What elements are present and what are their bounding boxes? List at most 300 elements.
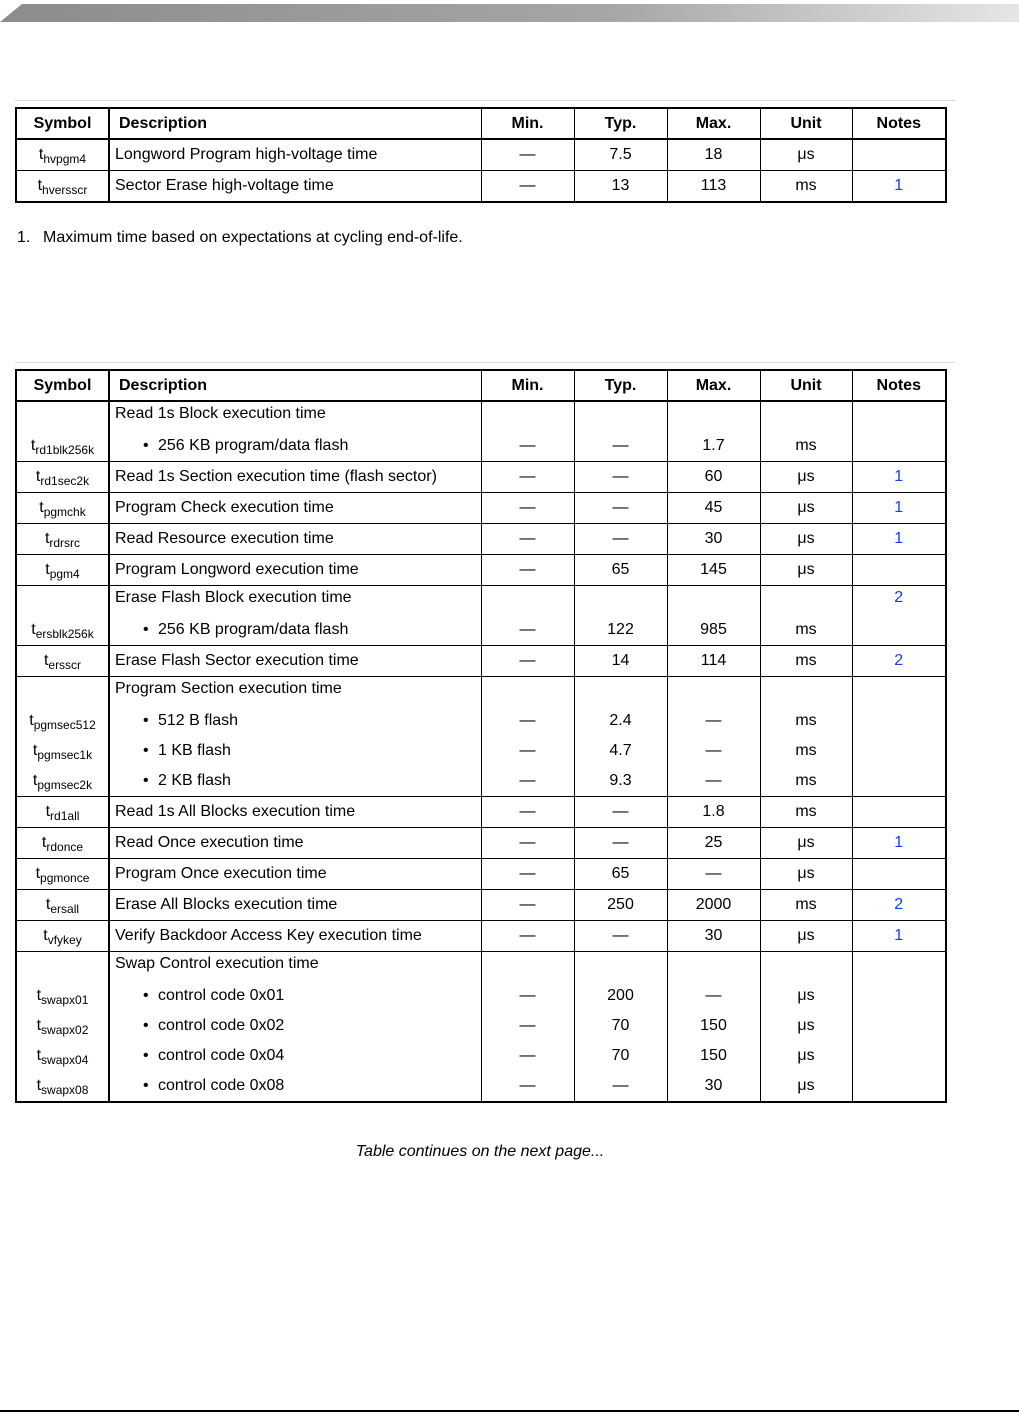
blank-line	[482, 586, 574, 615]
bullet-item	[115, 1041, 481, 1071]
max-cell: 145	[667, 555, 760, 586]
symbol-subscript: pgmsec2k	[37, 778, 93, 792]
description-cell	[109, 586, 481, 646]
table-header-row	[16, 108, 946, 139]
unit-cell: ms	[760, 797, 852, 828]
bullet-item-text: 256 KB program/data flash	[158, 621, 349, 638]
symbol-subscript: swapx04	[41, 1053, 89, 1067]
description-text: Read 1s Section execution time (flash sector)	[115, 468, 437, 485]
column-header-notes: Notes	[852, 108, 946, 139]
blank-line	[853, 431, 946, 461]
group-item-typ: —	[612, 437, 629, 454]
unit-cell	[760, 952, 852, 1103]
typ-cell	[574, 586, 667, 646]
unit-cell: μs	[760, 524, 852, 555]
group-item-typ: —	[612, 1077, 629, 1094]
min-cell: —	[481, 646, 574, 677]
max-cell	[667, 401, 760, 462]
symbol-cell	[16, 171, 109, 203]
bullet-item-text: 512 B flash	[158, 712, 239, 729]
notes-cell	[852, 859, 946, 890]
description-text: Erase All Blocks execution time	[115, 896, 338, 913]
blank-line	[853, 766, 946, 796]
group-title: Read 1s Block execution time	[115, 405, 326, 422]
unit-cell: μs	[760, 462, 852, 493]
group-item-unit: ms	[795, 742, 817, 759]
table-row	[16, 952, 946, 1103]
page-bottom-rule	[0, 1410, 1019, 1412]
group-item-min: —	[519, 1077, 536, 1094]
group-item-min: —	[519, 772, 536, 789]
table-header-row	[16, 370, 946, 401]
symbol-subscript: swapx01	[41, 993, 89, 1007]
notes-cell[interactable]: 1	[852, 493, 946, 524]
blank-line	[853, 1011, 946, 1041]
column-header-unit: Unit	[760, 108, 852, 139]
symbol-cell	[16, 586, 109, 646]
table-row	[16, 677, 946, 797]
min-cell	[481, 401, 574, 462]
group-item-unit: μs	[797, 1077, 815, 1094]
blank-line	[482, 402, 574, 431]
typ-cell	[574, 401, 667, 462]
unit-cell	[760, 401, 852, 462]
symbol-subscript: swapx02	[41, 1023, 89, 1037]
group-item-symbol	[17, 615, 108, 645]
group-item-symbol	[17, 1011, 108, 1041]
max-cell: 30	[667, 921, 760, 952]
blank-line	[853, 615, 946, 645]
unit-cell: μs	[760, 493, 852, 524]
notes-cell	[852, 401, 946, 462]
typ-cell: —	[574, 462, 667, 493]
unit-cell: μs	[760, 555, 852, 586]
symbol-subscript: ersscr	[48, 658, 82, 672]
min-cell: —	[481, 921, 574, 952]
blank-line	[575, 586, 667, 615]
group-item-symbol	[17, 431, 108, 461]
unit-cell	[760, 677, 852, 797]
description-cell	[109, 524, 481, 555]
symbol-cell	[16, 493, 109, 524]
symbol-subscript: swapx08	[41, 1083, 89, 1097]
description-cell	[109, 493, 481, 524]
description-cell	[109, 921, 481, 952]
column-header-symbol: Symbol	[16, 108, 109, 139]
footnote-number: 1.	[17, 229, 31, 246]
min-cell	[481, 586, 574, 646]
min-cell: —	[481, 828, 574, 859]
symbol-subscript: vfykey	[47, 933, 82, 947]
table-row	[16, 524, 946, 555]
blank-line	[668, 952, 760, 981]
bullet-item	[115, 1011, 481, 1041]
notes-cell[interactable]: 1	[852, 828, 946, 859]
table-continues-note: Table continues on the next page...	[355, 1143, 605, 1160]
max-cell	[667, 677, 760, 797]
group-item-symbol	[17, 766, 108, 796]
description-text: Program Longword execution time	[115, 561, 359, 578]
symbol-subscript: hvpgm4	[43, 152, 87, 166]
min-cell: —	[481, 139, 574, 171]
blank-line	[853, 706, 946, 736]
column-header-description: Description	[109, 108, 481, 139]
column-header-description: Description	[109, 370, 481, 401]
symbol-cell	[16, 921, 109, 952]
table-row	[16, 828, 946, 859]
symbol-cell	[16, 677, 109, 797]
symbol-letter: t	[32, 742, 38, 759]
group-item-min: —	[519, 437, 536, 454]
symbol-letter: t	[39, 499, 44, 516]
blank-line	[482, 952, 574, 981]
symbol-letter: t	[41, 834, 47, 851]
unit-cell: μs	[760, 859, 852, 890]
group-item-min: —	[519, 1047, 536, 1064]
column-header-max: Max.	[667, 370, 760, 401]
group-title: Erase Flash Block execution time	[115, 589, 352, 606]
max-cell: 1.8	[667, 797, 760, 828]
symbol-letter: t	[45, 803, 51, 820]
group-title: Program Section execution time	[115, 680, 342, 697]
table-row	[16, 139, 946, 171]
group-item-max: 1.7	[702, 437, 725, 454]
symbol-letter: t	[36, 987, 42, 1004]
typ-cell: 250	[574, 890, 667, 921]
symbol-subscript: rdonce	[46, 840, 84, 854]
unit-cell: μs	[760, 828, 852, 859]
symbol-letter: t	[35, 865, 41, 882]
symbol-subscript: ersblk256k	[35, 627, 94, 641]
min-cell: —	[481, 171, 574, 203]
symbol-cell	[16, 555, 109, 586]
group-item-typ: 4.7	[609, 742, 632, 759]
group-item-symbol	[17, 1071, 108, 1101]
typ-cell: —	[574, 524, 667, 555]
column-header-min: Min.	[481, 108, 574, 139]
symbol-subscript: hversscr	[42, 183, 88, 197]
notes-cell	[852, 677, 946, 797]
bullet-item-text: control code 0x02	[158, 1017, 285, 1034]
timing-table-2	[15, 369, 947, 1103]
symbol-letter: t	[45, 561, 50, 578]
max-cell: 45	[667, 493, 760, 524]
blank-line	[853, 1041, 946, 1071]
group-item-max: 30	[704, 1077, 723, 1094]
table-row	[16, 797, 946, 828]
max-cell: 30	[667, 524, 760, 555]
min-cell: —	[481, 859, 574, 890]
blank-line	[668, 677, 760, 706]
symbol-cell	[16, 646, 109, 677]
symbol-letter: t	[30, 437, 36, 454]
group-item-symbol	[17, 736, 108, 766]
blank-line	[17, 586, 108, 615]
timing-table-1	[15, 107, 947, 203]
description-cell	[109, 797, 481, 828]
group-note	[853, 677, 946, 706]
max-cell: 18	[667, 139, 760, 171]
blank-line	[17, 952, 108, 981]
symbol-cell	[16, 462, 109, 493]
symbol-subscript: pgmsec1k	[37, 748, 93, 762]
description-cell	[109, 828, 481, 859]
symbol-subscript: ersall	[50, 902, 80, 916]
symbol-cell	[16, 139, 109, 171]
typ-cell	[574, 677, 667, 797]
blank-line	[853, 981, 946, 1011]
blank-line	[761, 586, 852, 615]
unit-cell: ms	[760, 646, 852, 677]
group-item-unit: μs	[797, 987, 815, 1004]
group-item-typ: 70	[611, 1017, 630, 1034]
blank-line	[761, 402, 852, 431]
group-title: Swap Control execution time	[115, 955, 319, 972]
column-header-typ: Typ.	[574, 108, 667, 139]
symbol-letter: t	[29, 712, 34, 729]
group-item-unit: ms	[795, 621, 817, 638]
symbol-letter: t	[43, 652, 49, 669]
bullet-item-text: 2 KB flash	[158, 772, 231, 789]
group-item-max: 985	[700, 621, 727, 638]
table-row	[16, 646, 946, 677]
page-header-band	[0, 0, 1019, 22]
table-row	[16, 171, 946, 203]
group-item-min: —	[519, 712, 536, 729]
symbol-subscript: rd1blk256k	[35, 443, 95, 457]
symbol-subscript: pgmchk	[43, 505, 86, 519]
group-item-unit: μs	[797, 1017, 815, 1034]
description-cell	[109, 677, 481, 797]
description-cell	[109, 401, 481, 462]
blank-line	[17, 677, 108, 706]
typ-cell: —	[574, 797, 667, 828]
group-item-typ: 2.4	[609, 712, 632, 729]
bullet-item	[115, 766, 481, 796]
typ-cell: 7.5	[574, 139, 667, 171]
description-text: Erase Flash Sector execution time	[115, 652, 359, 669]
group-item-typ: 70	[611, 1047, 630, 1064]
min-cell	[481, 677, 574, 797]
description-text: Sector Erase high-voltage time	[115, 177, 334, 194]
table-row	[16, 921, 946, 952]
bullet-item-text: control code 0x04	[158, 1047, 285, 1064]
description-text: Program Once execution time	[115, 865, 327, 882]
symbol-cell	[16, 828, 109, 859]
symbol-subscript: rdrsrc	[49, 536, 81, 550]
table-row	[16, 859, 946, 890]
notes-cell	[852, 586, 946, 646]
description-cell	[109, 890, 481, 921]
unit-cell: μs	[760, 139, 852, 171]
column-header-max: Max.	[667, 108, 760, 139]
blank-line	[761, 952, 852, 981]
description-text: Verify Backdoor Access Key execution time	[115, 927, 422, 944]
notes-cell[interactable]: 2	[852, 890, 946, 921]
column-header-notes: Notes	[852, 370, 946, 401]
blank-line	[761, 677, 852, 706]
group-item-typ: 9.3	[609, 772, 632, 789]
blank-line	[668, 586, 760, 615]
description-text: Read Resource execution time	[115, 530, 334, 547]
table-row	[16, 493, 946, 524]
section-rule-top	[15, 100, 955, 101]
column-header-typ: Typ.	[574, 370, 667, 401]
bullet-item-text: 1 KB flash	[158, 742, 231, 759]
min-cell: —	[481, 797, 574, 828]
group-item-min: —	[519, 742, 536, 759]
max-cell: —	[667, 859, 760, 890]
group-item-symbol	[17, 706, 108, 736]
symbol-letter: t	[38, 146, 44, 163]
symbol-letter: t	[36, 1077, 42, 1094]
blank-line	[575, 402, 667, 431]
min-cell: —	[481, 555, 574, 586]
group-item-unit: ms	[795, 437, 817, 454]
typ-cell: —	[574, 921, 667, 952]
typ-cell: —	[574, 493, 667, 524]
blank-line	[668, 402, 760, 431]
blank-line	[853, 736, 946, 766]
typ-cell: —	[574, 828, 667, 859]
blank-line	[853, 1071, 946, 1101]
description-text: Read 1s All Blocks execution time	[115, 803, 356, 820]
bullet-item	[115, 1071, 481, 1101]
notes-cell[interactable]: 2	[852, 646, 946, 677]
symbol-cell	[16, 524, 109, 555]
column-header-min: Min.	[481, 370, 574, 401]
bullet-item-text: control code 0x08	[158, 1077, 285, 1094]
min-cell: —	[481, 493, 574, 524]
symbol-subscript: rd1all	[50, 809, 80, 823]
group-item-max: 150	[700, 1047, 727, 1064]
table-row	[16, 890, 946, 921]
bullet-item-text: 256 KB program/data flash	[158, 437, 349, 454]
group-item-typ: 122	[607, 621, 634, 638]
symbol-letter: t	[36, 1047, 42, 1064]
max-cell	[667, 952, 760, 1103]
notes-cell[interactable]: 1	[852, 171, 946, 203]
description-cell	[109, 952, 481, 1103]
typ-cell: 14	[574, 646, 667, 677]
symbol-letter: t	[43, 927, 48, 944]
max-cell: 2000	[667, 890, 760, 921]
group-item-max: —	[705, 712, 722, 729]
typ-cell: 65	[574, 859, 667, 890]
table-row	[16, 401, 946, 462]
bullet-item	[115, 706, 481, 736]
group-item-min: —	[519, 987, 536, 1004]
column-header-unit: Unit	[760, 370, 852, 401]
column-header-symbol: Symbol	[16, 370, 109, 401]
table-row	[16, 555, 946, 586]
max-cell: 60	[667, 462, 760, 493]
symbol-cell	[16, 952, 109, 1103]
symbol-letter: t	[31, 621, 36, 638]
symbol-subscript: rd1sec2k	[40, 474, 90, 488]
symbol-letter: t	[44, 530, 50, 547]
group-item-unit: μs	[797, 1047, 815, 1064]
notes-cell	[852, 952, 946, 1103]
table-row	[16, 586, 946, 646]
symbol-letter: t	[45, 896, 51, 913]
symbol-letter: t	[36, 1017, 42, 1034]
symbol-subscript: pgm4	[49, 567, 80, 581]
notes-cell	[852, 139, 946, 171]
unit-cell	[760, 586, 852, 646]
unit-cell: ms	[760, 890, 852, 921]
description-text: Program Check execution time	[115, 499, 334, 516]
description-cell	[109, 555, 481, 586]
bullet-item-text: control code 0x01	[158, 987, 285, 1004]
group-note[interactable]: 2	[894, 589, 904, 606]
symbol-subscript: pgmsec512	[33, 718, 96, 732]
min-cell: —	[481, 524, 574, 555]
group-item-max: —	[705, 987, 722, 1004]
description-text: Longword Program high-voltage time	[115, 146, 378, 163]
description-cell	[109, 171, 481, 203]
symbol-letter: t	[37, 177, 43, 194]
group-item-max: —	[705, 742, 722, 759]
blank-line	[17, 402, 108, 431]
notes-cell	[852, 797, 946, 828]
group-item-min: —	[519, 1017, 536, 1034]
group-item-typ: 200	[607, 987, 634, 1004]
blank-line	[482, 677, 574, 706]
symbol-cell	[16, 859, 109, 890]
bullet-item	[115, 981, 481, 1011]
group-item-min: —	[519, 621, 536, 638]
description-cell	[109, 859, 481, 890]
notes-cell[interactable]: 1	[852, 462, 946, 493]
unit-cell: μs	[760, 921, 852, 952]
symbol-cell	[16, 401, 109, 462]
footnote	[17, 229, 463, 247]
blank-line	[575, 952, 667, 981]
max-cell: 114	[667, 646, 760, 677]
group-item-unit: ms	[795, 772, 817, 789]
group-item-symbol	[17, 1041, 108, 1071]
bullet-item	[115, 736, 481, 766]
max-cell	[667, 586, 760, 646]
notes-cell[interactable]: 1	[852, 921, 946, 952]
max-cell: 25	[667, 828, 760, 859]
unit-cell: ms	[760, 171, 852, 203]
notes-cell[interactable]: 1	[852, 524, 946, 555]
bullet-item	[115, 431, 481, 461]
typ-cell: 13	[574, 171, 667, 203]
symbol-letter: t	[35, 468, 41, 485]
min-cell: —	[481, 890, 574, 921]
symbol-subscript: pgmonce	[40, 871, 90, 885]
footnote-text: Maximum time based on expectations at cycling end-of-life.	[43, 229, 463, 246]
bullet-item	[115, 615, 481, 645]
group-note	[853, 952, 946, 981]
blank-line	[575, 677, 667, 706]
table-row	[16, 462, 946, 493]
section-rule-middle	[15, 362, 955, 363]
group-item-max: —	[705, 772, 722, 789]
group-item-symbol	[17, 981, 108, 1011]
typ-cell: 65	[574, 555, 667, 586]
typ-cell	[574, 952, 667, 1103]
min-cell: —	[481, 462, 574, 493]
symbol-cell	[16, 890, 109, 921]
group-item-unit: ms	[795, 712, 817, 729]
description-cell	[109, 646, 481, 677]
group-note	[853, 402, 946, 431]
description-cell	[109, 139, 481, 171]
